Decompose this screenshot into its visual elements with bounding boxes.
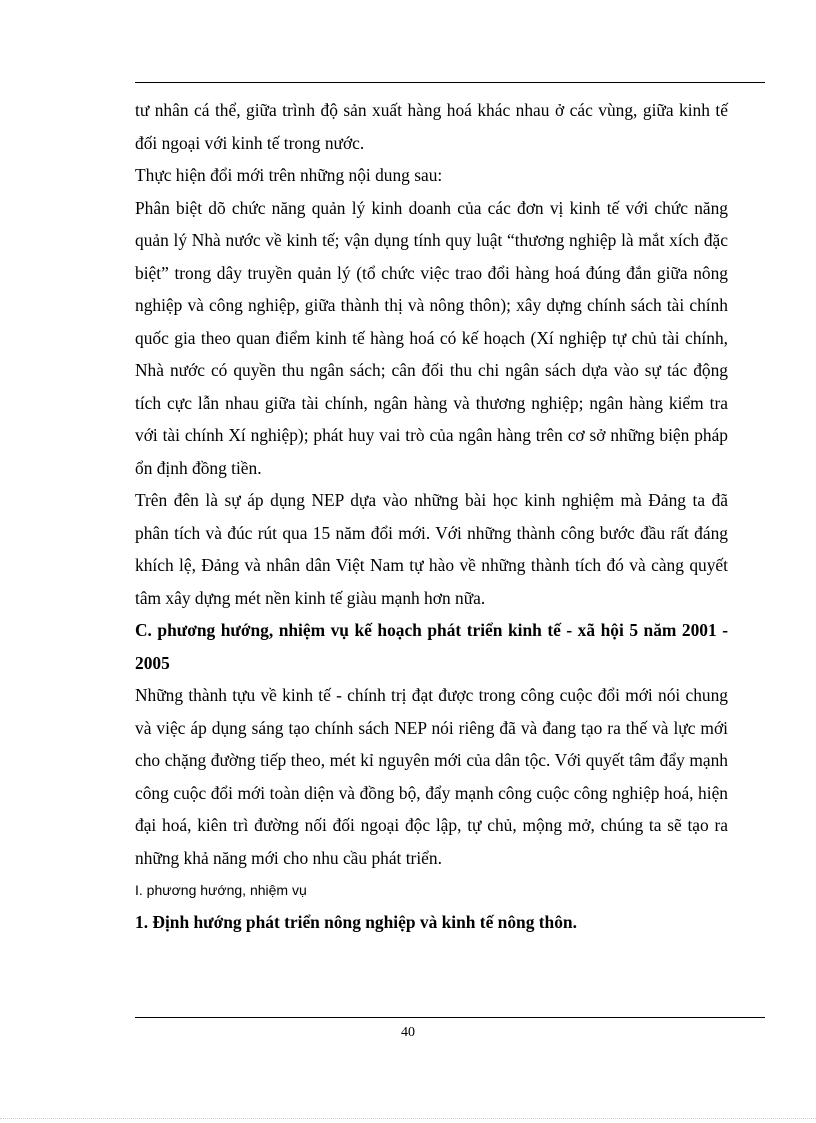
numbered-heading: 1. Định hướng phát triển nông nghiệp và kinh tế nông thôn. (135, 912, 577, 932)
paragraph-summary: Trên đên là sự áp dụng NEP dựa vào những bài học kinh nghiệm mà Đảng ta đã phân tích và đúc rút qua 15 năm đổi mới. Với những thành công bước đầu rất đáng khích lệ, Đảng và nhân dân Việt Nam tự hào về những thành tích đó và càng quyết tâm xây dựng mét nền kinh tế giàu mạnh hơn nữa. (135, 490, 728, 608)
paragraph-intro: Thực hiện đổi mới trên những nội dung sau: (135, 165, 443, 185)
page-bottom-divider (0, 1118, 816, 1119)
header-rule (135, 82, 765, 83)
subsection-heading: I. phương hướng, nhiệm vụ (135, 882, 307, 898)
page-body (135, 94, 728, 939)
page-number: 40 (401, 1025, 415, 1040)
paragraph-details: Phân biệt dõ chức năng quản lý kinh doanh của các đơn vị kinh tế với chức năng quản lý Nhà nước về kinh tế; vận dụng tính quy luật “thương nghiệp là mắt xích đặc biệt” trong dây truyền quản lý (tổ chức việc trao đổi hàng hoá đúng đắn giữa nông nghiệp và công nghiệp, giữa thành thị và nông thôn); xây dựng chính sách tài chính quốc gia theo quan điểm kinh tế hàng hoá có kế hoạch (Xí nghiệp tự chủ tài chính, Nhà nước có quyền thu ngân sách; cân đối thu chi ngân sách dựa vào sự tác động tích cực lẫn nhau giữa tài chính, ngân hàng và thương nghiệp; ngân hàng kiểm tra với tài chính Xí nghiệp); phát huy vai trò của ngân hàng trên cơ sở những biện pháp ổn định đồng tiền. (135, 197, 728, 478)
paragraph-continuation: tư nhân cá thể, giữa trình độ sản xuất hàng hoá khác nhau ở các vùng, giữa kinh tế đối ngoại với kinh tế trong nước. (135, 100, 728, 153)
section-heading: C. phương hướng, nhiệm vụ kế hoạch phát triển kinh tế - xã hội 5 năm 2001 - 2005 (135, 620, 728, 673)
paragraph-section-intro: Những thành tựu về kinh tế - chính trị đạt được trong công cuộc đổi mới nói chung và việc áp dụng sáng tạo chính sách NEP nói riêng đã và đang tạo ra thế và lực mới cho chặng đường tiếp theo, mét kỉ nguyên mới của dân tộc. Với quyết tâm đẩy mạnh công cuộc đổi mới toàn diện và đồng bộ, đẩy mạnh công cuộc công nghiệp hoá, hiện đại hoá, kiên trì đường nối đối ngoại độc lập, tự chủ, mộng mở, chúng ta sẽ tạo ra những khả năng mới cho nhu cầu phát triển. (135, 685, 728, 868)
footer-rule (135, 1017, 765, 1018)
